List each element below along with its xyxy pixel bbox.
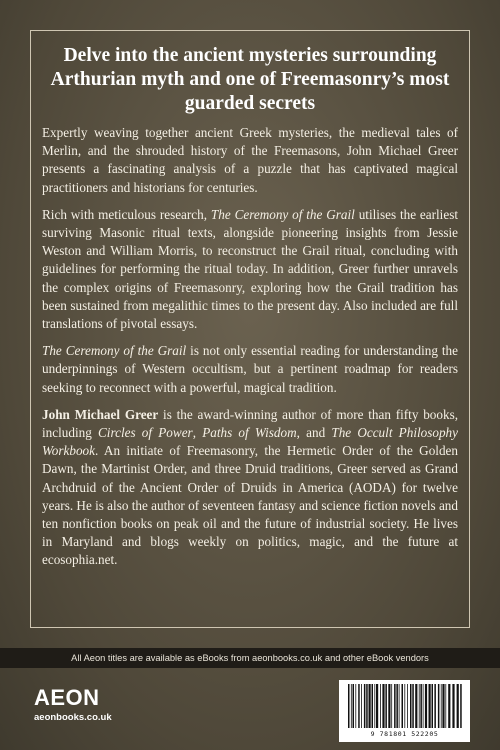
barcode-bar: [441, 684, 442, 728]
barcode-bar: [358, 684, 360, 728]
publisher-url: aeonbooks.co.uk: [34, 712, 112, 723]
blurb-text: Rich with meticulous research,: [42, 206, 211, 222]
barcode-bar: [385, 684, 387, 728]
blurb-text: is not only essential reading for understanding the underpinnings of Western occultism, but a pertinent roadmap for readers seeking to reconnect with a powerful, magical tradition.: [42, 343, 459, 395]
barcode-bar: [351, 684, 352, 728]
barcode-bar: [388, 684, 390, 728]
barcode-bar: [419, 684, 420, 728]
barcode-bar: [355, 684, 356, 728]
barcode-bar: [407, 684, 408, 728]
barcode-bar: [364, 684, 366, 728]
barcode-bar: [353, 684, 355, 728]
blurb-text: Expertly weaving together ancient Greek mysteries, the medieval tales of Merlin, and the shrouded history of the Freemasons, John Michael Greer presents a fascinating analysis of a puzzle that has captivated magical practitioners and historians for centuries.: [42, 125, 458, 195]
barcode-bar: [374, 684, 375, 728]
barcode-digits: 9 781801 522205: [370, 730, 439, 738]
barcode-bar: [432, 684, 434, 728]
blurb-italic-text: The Ceremony of the Grail: [210, 206, 355, 222]
barcode-bar: [460, 684, 462, 728]
barcode-bar: [425, 684, 427, 728]
barcode-bar: [445, 684, 446, 728]
barcode-bar: [372, 684, 374, 728]
publisher-logo-text: AEON: [34, 685, 100, 710]
barcode-bar: [448, 684, 450, 728]
barcode-bar: [438, 684, 440, 728]
blurb-italic-text: Paths of Wisdom: [202, 425, 297, 441]
blurb-italic-text: Circles of Power: [98, 425, 193, 441]
barcode-bar: [382, 684, 384, 728]
barcode-bar: [402, 684, 404, 728]
barcode-bar: [394, 684, 396, 728]
barcode-bar: [452, 684, 454, 728]
barcode-bar: [412, 684, 414, 728]
isbn-barcode: [339, 680, 470, 742]
cover-headline: Delve into the ancient mysteries surrounding Arthurian myth and one of Freemasonry’s most guarded secrets: [50, 45, 450, 114]
barcode-bar: [404, 684, 405, 728]
barcode-bar: [457, 684, 459, 728]
blurb-italic-text: The Ceremony of the Grail: [42, 343, 187, 359]
blurb-body: [42, 124, 458, 570]
barcode-bar: [376, 684, 378, 728]
blurb-text: . An initiate of Freemasonry, the Hermetic Order of the Golden Dawn, the Martinist Order, and three Druid traditions, Greer served as Grand Archdruid of the Ancient Order of Druids in America (AODA) for twelve years. He is also the author of seventeen fantasy and science fiction novels and ten nonfiction books on peak oil and the future of industrial society. He lives in Maryland and blogs weekly on politics, magic, and the future at ecosophia.net.: [42, 443, 458, 568]
blurb-text: , and: [296, 425, 332, 441]
barcode-bar: [415, 684, 417, 728]
barcode-bar: [399, 684, 400, 728]
barcode-bar: [369, 684, 371, 728]
blurb-paragraph: [42, 406, 458, 570]
barcode-bar: [348, 684, 350, 728]
barcode-bar: [434, 684, 436, 728]
blurb-text: ,: [192, 425, 203, 441]
blurb-text: utilises the earliest surviving Masonic ritual texts, alongside pioneering insights from Jessie Weston and William Morris, to reconstruct the Grail ritual, concluding with guidelines for performing the ritual today. In addition, Greer further unravels the complex origins of Freemasonry, exploring how the Grail tradition has been sustained from megalithic times to the present day. Also included are full translations of pivotal essays.: [42, 206, 459, 332]
barcode-bar: [366, 684, 368, 728]
blurb-italic-text: The Occult Philosophy Workbook: [42, 425, 459, 459]
barcode-bar: [396, 684, 398, 728]
barcode-bar: [420, 684, 422, 728]
publisher-logo: [34, 685, 100, 711]
blurb-paragraph: [42, 342, 458, 397]
barcode-bars: [339, 680, 470, 730]
barcode-bar: [391, 684, 392, 728]
barcode-bar: [380, 684, 381, 728]
blurb-text: is the award-winning author of more than fifty books, including: [42, 406, 458, 441]
barcode-bar: [410, 684, 412, 728]
ebook-availability-band: All Aeon titles are available as eBooks from aeonbooks.co.uk and other eBook vendors: [0, 648, 500, 668]
barcode-bar: [423, 684, 424, 728]
blurb-paragraph: [42, 206, 458, 333]
blurb-paragraph: [42, 124, 458, 197]
barcode-bar: [429, 684, 431, 728]
barcode-bar: [442, 684, 444, 728]
barcode-bar: [361, 684, 362, 728]
blurb-bold-text: John Michael Greer: [42, 406, 159, 422]
